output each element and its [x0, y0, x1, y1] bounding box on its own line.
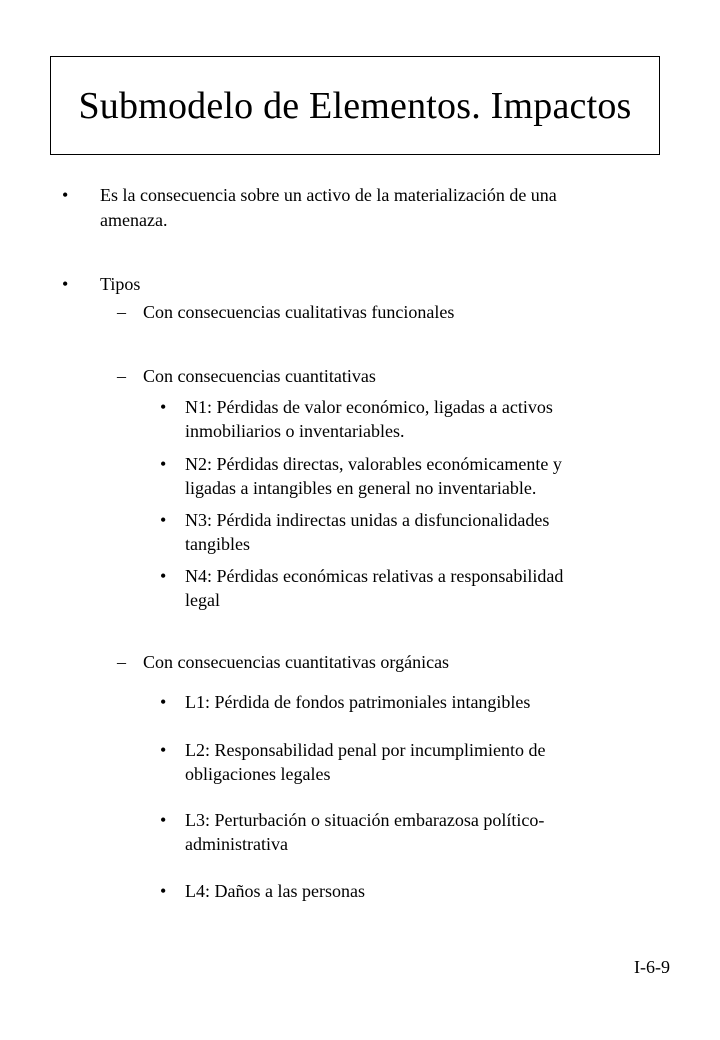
n2-line-1: N2: Pérdidas directas, valorables económicamente y	[185, 454, 562, 474]
dash-cualitativas: Con consecuencias cualitativas funcionales	[143, 302, 455, 322]
n3-line-1: N3: Pérdida indirectas unidas a disfuncionalidades	[185, 510, 550, 530]
page-number: I-6-9	[634, 957, 670, 977]
dash-organicas: Con consecuencias cuantitativas orgánicas	[143, 652, 450, 672]
dash-marker: –	[117, 652, 126, 672]
bullet-marker: •	[62, 185, 69, 205]
bullet-marker: •	[160, 810, 167, 830]
bullet-marker: •	[160, 566, 167, 586]
bullet-marker: •	[160, 510, 167, 530]
n4-line-2: legal	[185, 590, 220, 610]
n2-line-2: ligadas a intangibles en general no inventariable.	[185, 478, 537, 498]
l2-line-2: obligaciones legales	[185, 764, 331, 784]
bullet-marker: •	[160, 740, 167, 760]
tipos-label: Tipos	[100, 274, 141, 294]
dash-marker: –	[117, 366, 126, 386]
l1-line-1: L1: Pérdida de fondos patrimoniales intangibles	[185, 692, 531, 712]
dash-marker: –	[117, 302, 126, 322]
n4-line-1: N4: Pérdidas económicas relativas a responsabilidad	[185, 566, 564, 586]
bullet-marker: •	[160, 397, 167, 417]
l4-line-1: L4: Daños a las personas	[185, 881, 365, 901]
l3-line-2: administrativa	[185, 834, 288, 854]
bullet-marker: •	[160, 881, 167, 901]
n1-line-1: N1: Pérdidas de valor económico, ligadas a activos	[185, 397, 553, 417]
n3-line-2: tangibles	[185, 534, 250, 554]
n1-line-2: inmobiliarios o inventariables.	[185, 421, 405, 441]
dash-cuantitativas: Con consecuencias cuantitativas	[143, 366, 376, 386]
l3-line-1: L3: Perturbación o situación embarazosa político-	[185, 810, 545, 830]
slide-title: Submodelo de Elementos. Impactos	[78, 84, 632, 127]
bullet-marker: •	[62, 274, 69, 294]
title-box	[50, 56, 660, 155]
definition-line-1: Es la consecuencia sobre un activo de la materialización de una	[100, 185, 557, 205]
bullet-marker: •	[160, 692, 167, 712]
l2-line-1: L2: Responsabilidad penal por incumplimiento de	[185, 740, 546, 760]
bullet-marker: •	[160, 454, 167, 474]
definition-line-2: amenaza.	[100, 210, 168, 230]
